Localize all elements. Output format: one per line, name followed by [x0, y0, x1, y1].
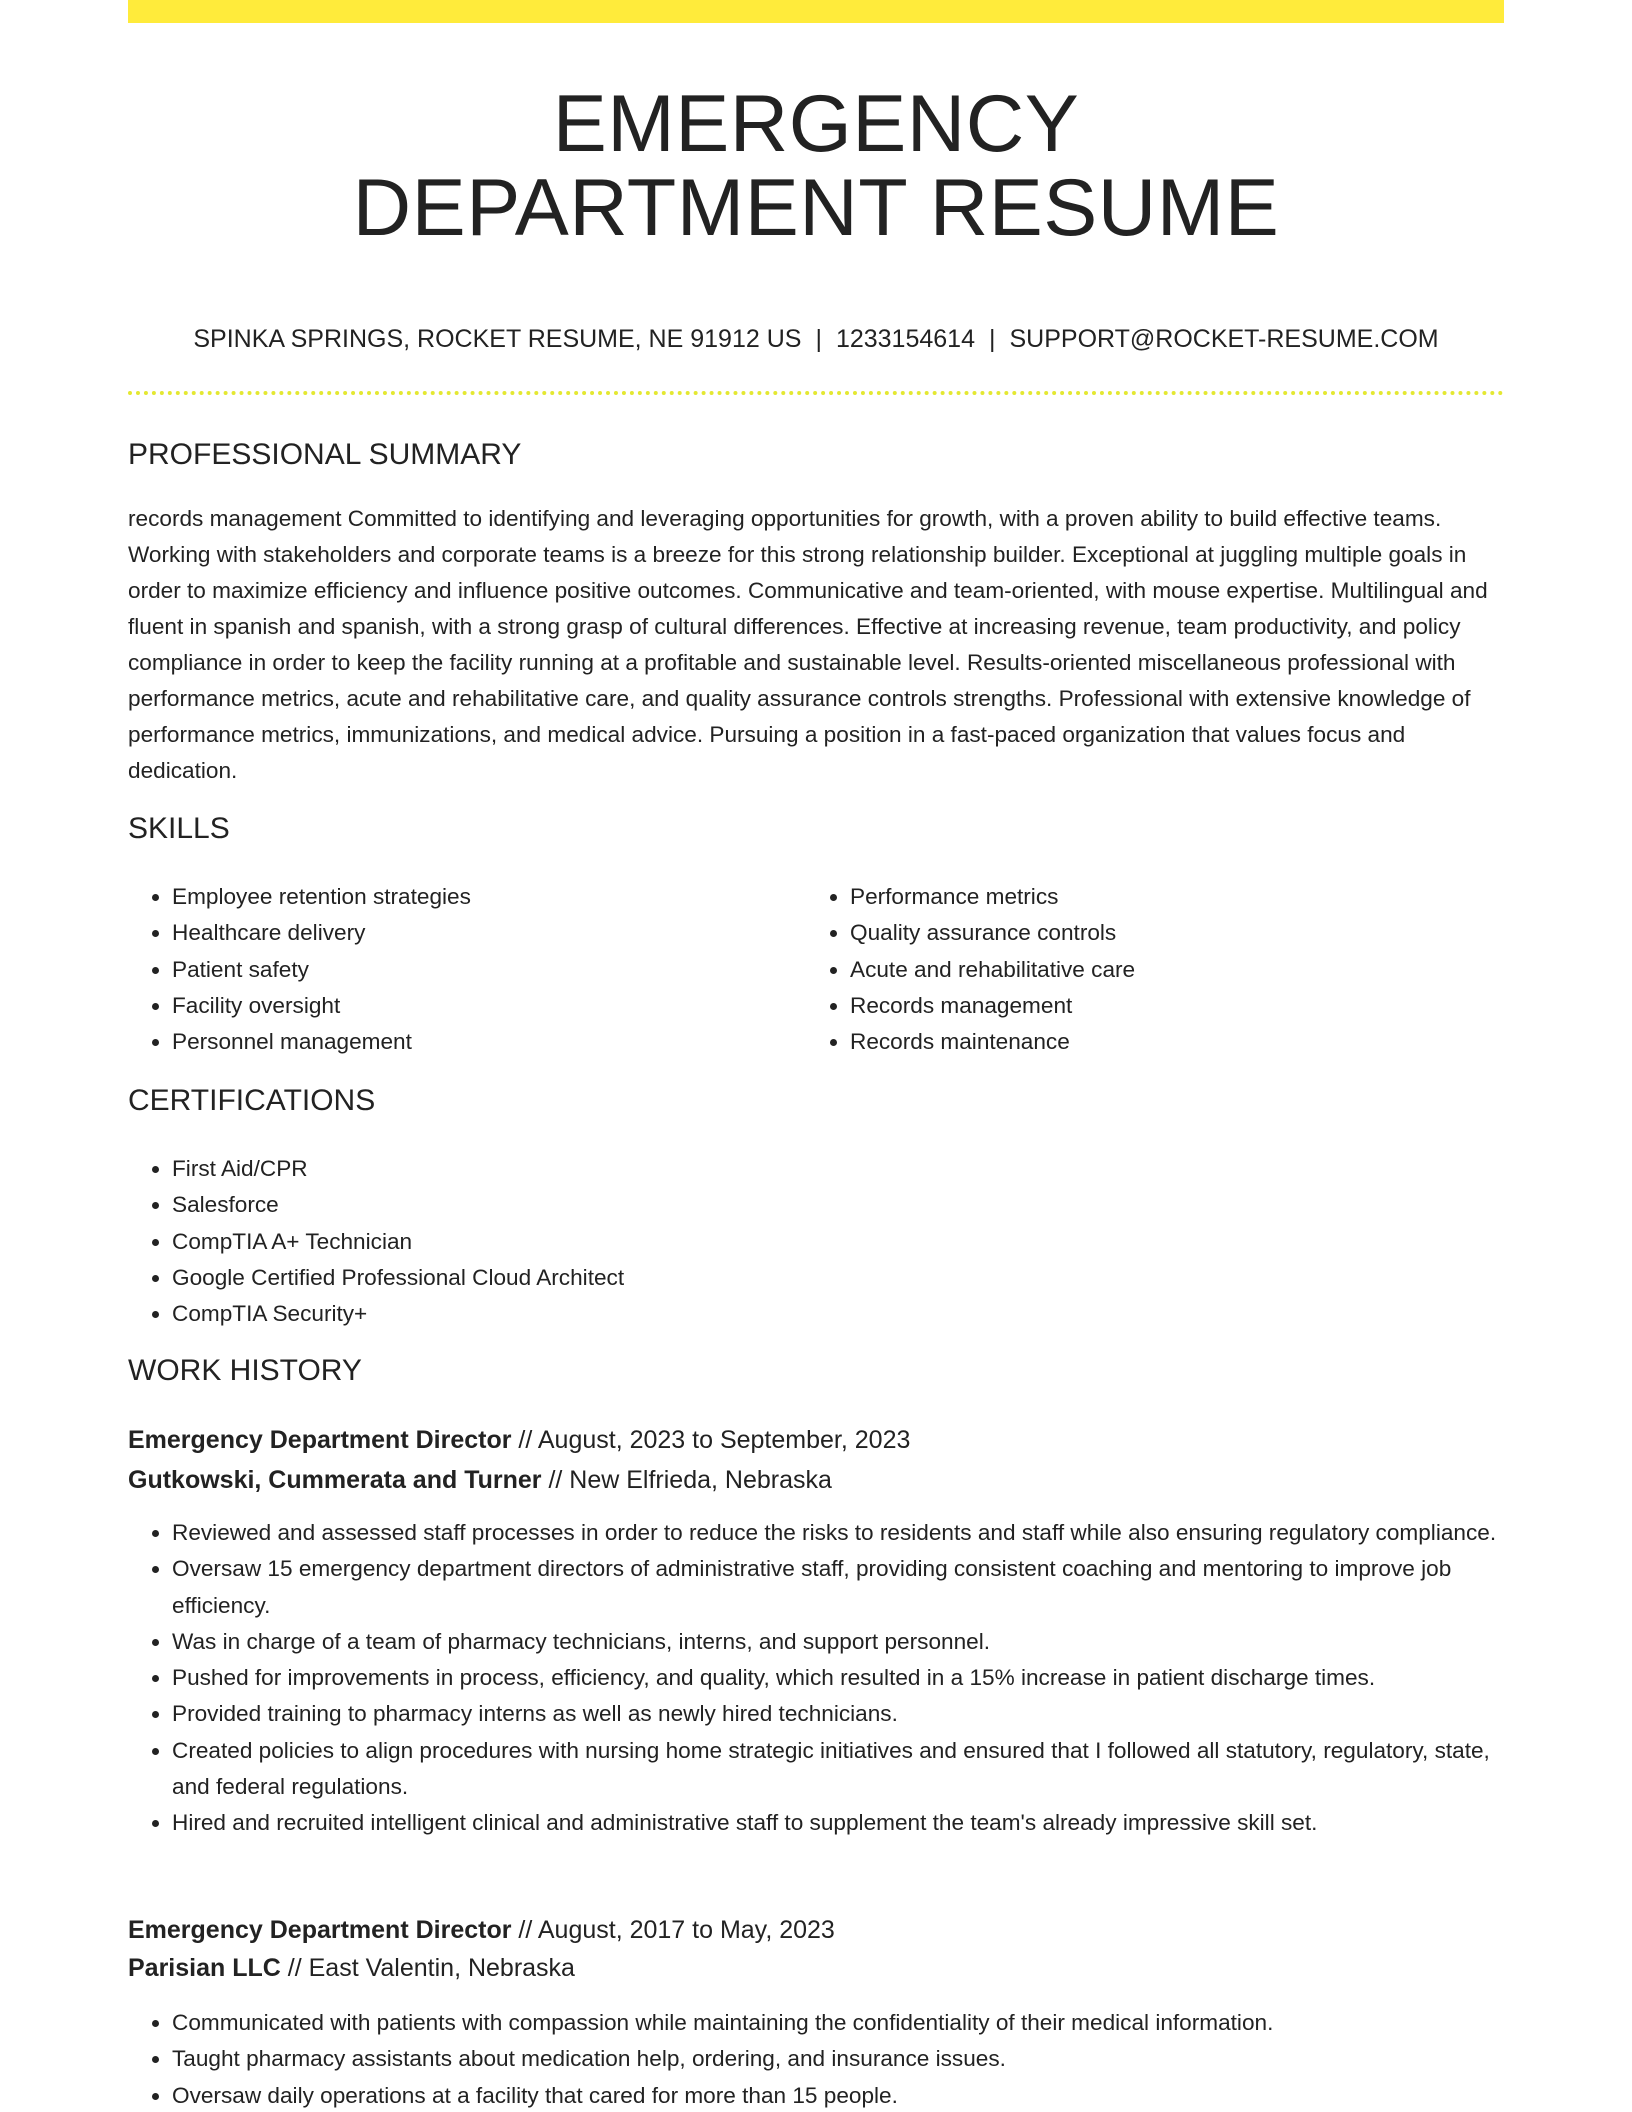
list-item: • Salesforce [172, 1187, 1504, 1223]
list-item: • Patient safety [172, 952, 808, 988]
job-dates: // August, 2017 to May, 2023 [511, 1916, 835, 1944]
list-item: • Provided training to pharmacy interns as well as newly hired technicians. [172, 1696, 1504, 1732]
job-bullets [128, 2005, 1504, 2112]
summary-text: records management Committed to identifying and leveraging opportunities for growth, with a proven ability to build effective teams. Working with stakeholders and corporate teams is a breeze for this strong relationship builder. Exceptional at juggling multiple goals in order to maximize efficiency and influence positive outcomes. Communicative and team-oriented, with mouse expertise. Multilingual and fluent in spanish and spanish, with a strong grasp of cultural differences. Effective at increasing revenue, team productivity, and policy compliance in order to keep the facility running at a profitable and sustainable level. Results-oriented miscellaneous professional with performance metrics, acute and rehabilitative care, and quality assurance controls strengths. Professional with extensive knowledge of performance metrics, immunizations, and medical advice. Pursuing a position in a fast-paced organization that values focus and dedication. [128, 506, 1488, 783]
list-item: • Pushed for improvements in process, efficiency, and quality, which resulted in a 15% increase in patient discharge times. [172, 1660, 1504, 1696]
title-line-2: DEPARTMENT RESUME [352, 163, 1280, 253]
job-company: Parisian LLC [128, 1954, 281, 1982]
job-company-line [128, 1462, 1504, 1498]
skills-list-right [806, 879, 1486, 1060]
list-item: • Hired and recruited intelligent clinical and administrative staff to supplement the team's already impressive skill set. [172, 1805, 1504, 1841]
job-bullets [128, 1515, 1504, 1842]
list-item: • Google Certified Professional Cloud Architect [172, 1260, 1504, 1296]
list-item: • Oversaw daily operations at a facility that cared for more than 15 people. [172, 2078, 1504, 2112]
list-item: • Created policies to align procedures with nursing home strategic initiatives and ensured that I followed all statutory, regulatory, state, and federal regulations. [172, 1733, 1504, 1806]
page-title [128, 79, 1504, 253]
job-company-line [128, 1950, 1504, 1986]
job-title: Emergency Department Director [128, 1916, 512, 1944]
list-item: • Performance metrics [850, 879, 1486, 915]
job-location: // East Valentin, Nebraska [280, 1954, 575, 1982]
list-item: • Employee retention strategies [172, 879, 808, 915]
certifications-heading: CERTIFICATIONS [128, 1084, 376, 1117]
work-history-heading: WORK HISTORY [128, 1354, 362, 1387]
list-item: • Records maintenance [850, 1024, 1486, 1060]
certifications-list [128, 1151, 1504, 1332]
job-dates: // August, 2023 to September, 2023 [511, 1426, 911, 1454]
header-divider [128, 391, 1504, 395]
contact-line [128, 322, 1504, 356]
job-title: Emergency Department Director [128, 1426, 512, 1454]
job-title-line [128, 1912, 1504, 1948]
list-item: • First Aid/CPR [172, 1151, 1504, 1187]
list-item: • Healthcare delivery [172, 915, 808, 951]
job-location: // New Elfrieda, Nebraska [541, 1466, 832, 1494]
list-item: • CompTIA Security+ [172, 1296, 1504, 1332]
accent-bar [128, 0, 1504, 23]
contact-separator: | [815, 325, 822, 353]
list-item: • CompTIA A+ Technician [172, 1224, 1504, 1260]
list-item: • Was in charge of a team of pharmacy technicians, interns, and support personnel. [172, 1624, 1504, 1660]
list-item: • Records management [850, 988, 1486, 1024]
skills-list-left [128, 879, 808, 1060]
skills-heading: SKILLS [128, 812, 230, 845]
contact-phone: 1233154614 [835, 325, 975, 353]
list-item: • Quality assurance controls [850, 915, 1486, 951]
job-company: Gutkowski, Cummerata and Turner [128, 1466, 542, 1494]
list-item: • Acute and rehabilitative care [850, 952, 1486, 988]
job-title-line [128, 1422, 1504, 1458]
summary-heading: PROFESSIONAL SUMMARY [128, 438, 522, 471]
contact-email: SUPPORT@ROCKET-RESUME.COM [1009, 325, 1439, 353]
list-item: • Communicated with patients with compassion while maintaining the confidentiality of their medical information. [172, 2005, 1504, 2041]
list-item: • Reviewed and assessed staff processes in order to reduce the risks to residents and staff while also ensuring regulatory compliance. [172, 1515, 1504, 1551]
contact-separator: | [988, 325, 996, 353]
list-item: • Facility oversight [172, 988, 808, 1024]
resume-page [128, 0, 1504, 2112]
list-item: • Personnel management [172, 1024, 808, 1060]
list-item: • Oversaw 15 emergency department directors of administrative staff, providing consistent coaching and mentoring to improve job efficiency. [172, 1551, 1504, 1624]
contact-address: SPINKA SPRINGS, ROCKET RESUME, NE 91912 US [193, 325, 802, 353]
list-item: • Taught pharmacy assistants about medication help, ordering, and insurance issues. [172, 2041, 1504, 2077]
title-line-1: EMERGENCY [552, 79, 1080, 169]
